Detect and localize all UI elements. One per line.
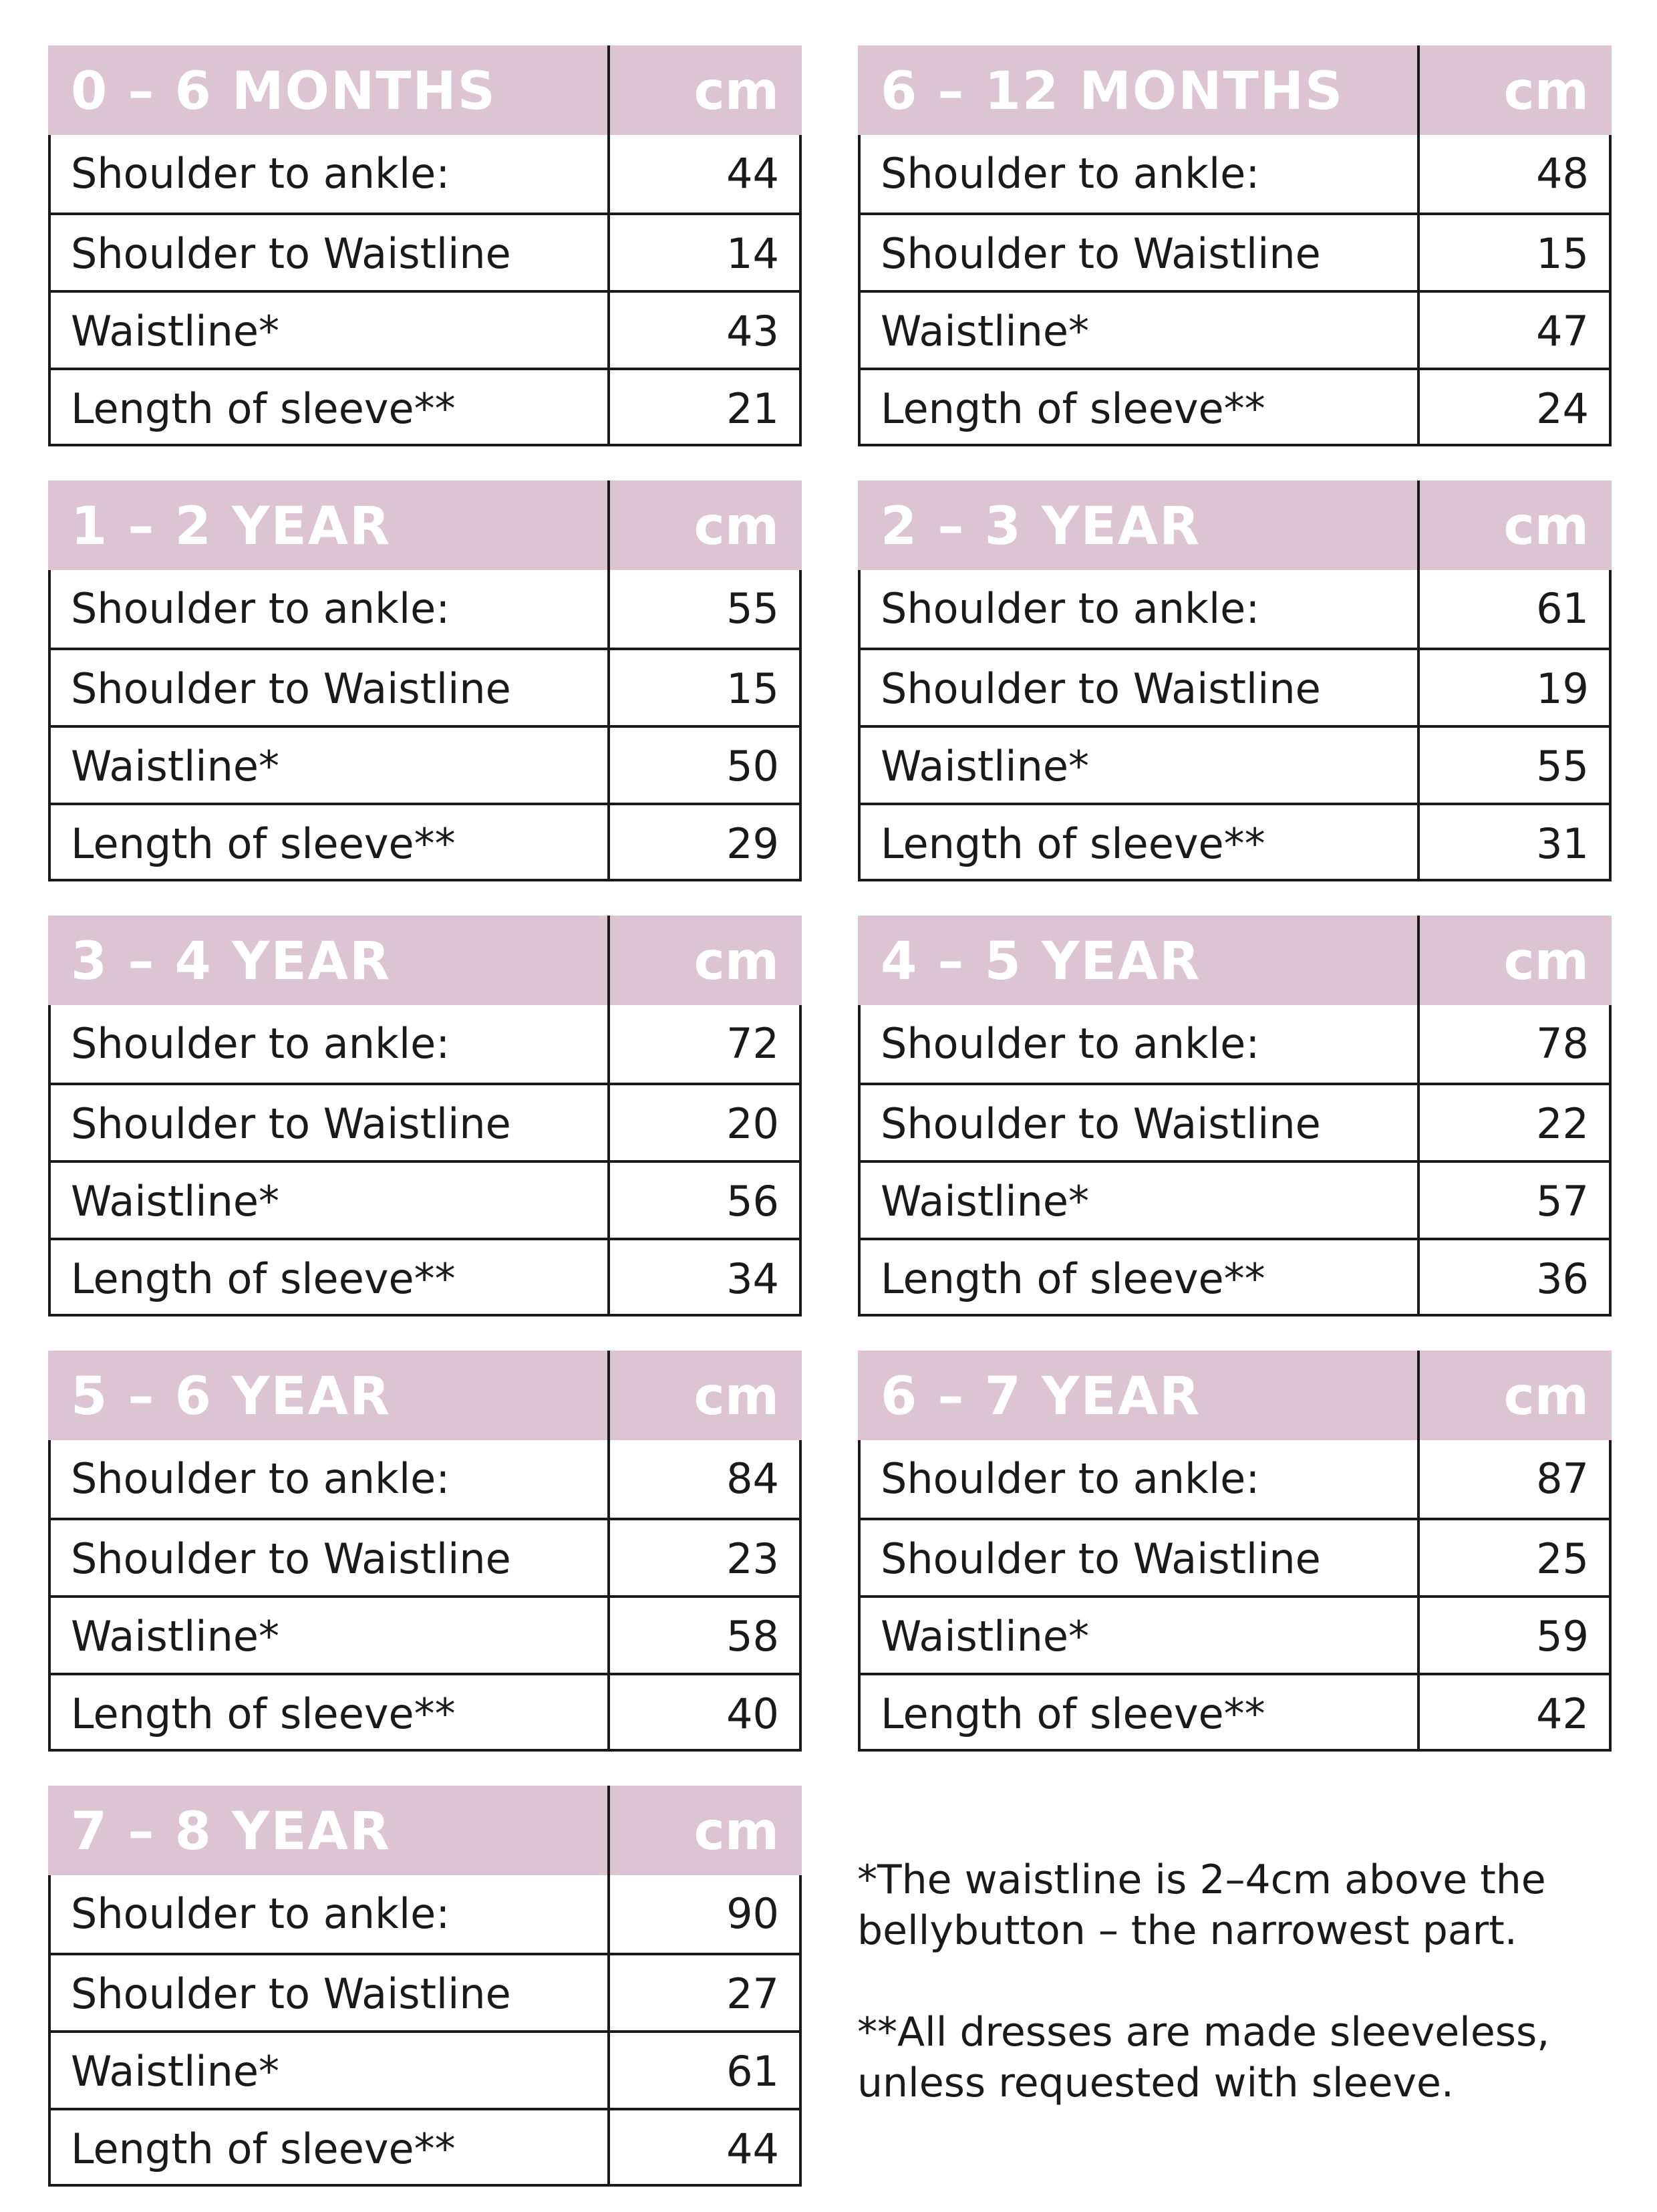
unit-label: cm [694,497,779,557]
row-label: Shoulder to ankle: [881,1454,1260,1503]
header-divider [1417,916,1420,1005]
table-row [51,1440,799,1518]
size-table-5-6-year [48,1351,802,1752]
table-body [858,1440,1612,1752]
table-header [858,480,1612,570]
row-value: 22 [1536,1099,1589,1148]
row-value: 84 [726,1454,779,1503]
row-label: Shoulder to Waistline [71,229,511,278]
row-label: Length of sleeve** [71,1254,456,1303]
row-label: Shoulder to Waistline [71,1534,511,1583]
table-row [861,648,1609,725]
table-title: 2 – 3 YEAR [881,497,1201,557]
table-header [48,480,802,570]
row-value: 57 [1536,1177,1589,1226]
header-divider [607,1351,610,1440]
row-label: Shoulder to Waistline [881,664,1321,713]
table-row [51,803,799,880]
table-row [861,135,1609,213]
row-value: 55 [726,584,779,633]
row-label: Length of sleeve** [71,384,456,433]
table-row [51,648,799,725]
table-row [51,1595,799,1673]
row-label: Waistline* [71,2047,280,2096]
sleeve-footnote: **All dresses are made sleeveless, unless requested with sleeve. [857,2009,1550,2106]
table-header [48,1786,802,1875]
table-body [858,135,1612,446]
table-body [48,1875,802,2187]
unit-label: cm [694,932,779,992]
row-label: Waistline* [71,742,280,791]
table-header [48,45,802,135]
table-row [51,1160,799,1238]
table-body [48,135,802,446]
row-value: 27 [726,1969,779,2018]
header-divider [607,45,610,135]
table-body [858,1005,1612,1317]
row-value: 42 [1536,1689,1589,1738]
row-value: 43 [726,307,779,356]
table-row [861,570,1609,648]
table-body [48,1005,802,1317]
table-row [51,213,799,290]
row-value: 34 [726,1254,779,1303]
row-value: 56 [726,1177,779,1226]
table-row [51,725,799,803]
table-row [51,1673,799,1750]
unit-label: cm [1503,497,1589,557]
footnotes [857,1854,1626,2159]
header-divider [1417,480,1420,570]
row-label: Shoulder to ankle: [881,584,1260,633]
size-table-6-7-year [858,1351,1612,1752]
header-divider [607,480,610,570]
table-header [48,1351,802,1440]
row-label: Shoulder to Waistline [881,1534,1321,1583]
unit-label: cm [694,61,779,122]
row-label: Waistline* [881,742,1090,791]
table-title: 3 – 4 YEAR [71,932,392,992]
row-label: Waistline* [881,1612,1090,1661]
table-row [861,1083,1609,1160]
table-row [861,213,1609,290]
row-label: Waistline* [881,307,1090,356]
row-value: 55 [1536,742,1589,791]
unit-label: cm [1503,61,1589,122]
row-label: Shoulder to Waistline [71,1099,511,1148]
table-title: 6 – 7 YEAR [881,1367,1201,1427]
row-value: 48 [1536,149,1589,198]
row-value: 90 [726,1889,779,1938]
row-label: Shoulder to ankle: [881,1019,1260,1068]
unit-label: cm [694,1367,779,1427]
row-label: Shoulder to ankle: [881,149,1260,198]
table-row [51,1875,799,1953]
row-value: 44 [726,149,779,198]
row-value: 15 [726,664,779,713]
row-label: Length of sleeve** [71,1689,456,1738]
table-row [51,2030,799,2108]
table-title: 5 – 6 YEAR [71,1367,392,1427]
header-divider [1417,1351,1420,1440]
row-value: 25 [1536,1534,1589,1583]
table-header [858,1351,1612,1440]
row-value: 31 [1536,819,1589,868]
table-row [51,570,799,648]
row-label: Waistline* [71,1177,280,1226]
table-row [861,290,1609,368]
row-label: Shoulder to Waistline [881,1099,1321,1148]
unit-label: cm [694,1802,779,1862]
unit-label: cm [1503,932,1589,992]
table-row [861,725,1609,803]
row-value: 58 [726,1612,779,1661]
table-header [858,916,1612,1005]
table-row [51,2108,799,2185]
table-title: 0 – 6 MONTHS [71,61,496,122]
table-title: 4 – 5 YEAR [881,932,1201,992]
row-label: Shoulder to ankle: [71,584,450,633]
size-table-2-3-year [858,480,1612,881]
size-table-7-8-year [48,1786,802,2187]
row-value: 50 [726,742,779,791]
size-table-0-6-months [48,45,802,446]
row-value: 20 [726,1099,779,1148]
table-body [48,1440,802,1752]
table-row [51,135,799,213]
table-row [51,1953,799,2030]
table-body [858,570,1612,881]
header-divider [1417,45,1420,135]
size-table-1-2-year [48,480,802,881]
row-value: 21 [726,384,779,433]
table-row [861,1238,1609,1315]
row-label: Shoulder to ankle: [71,1019,450,1068]
table-row [861,1160,1609,1238]
header-divider [607,916,610,1005]
row-value: 36 [1536,1254,1589,1303]
row-value: 23 [726,1534,779,1583]
row-value: 72 [726,1019,779,1068]
table-title: 7 – 8 YEAR [71,1802,392,1862]
row-label: Waistline* [71,1612,280,1661]
table-row [861,1595,1609,1673]
table-row [51,1518,799,1595]
row-label: Shoulder to ankle: [71,1454,450,1503]
row-label: Length of sleeve** [881,384,1265,433]
table-body [48,570,802,881]
row-label: Length of sleeve** [881,1254,1265,1303]
table-row [861,368,1609,445]
row-label: Length of sleeve** [881,1689,1265,1738]
row-label: Shoulder to Waistline [881,229,1321,278]
row-label: Length of sleeve** [71,819,456,868]
row-value: 24 [1536,384,1589,433]
table-row [861,803,1609,880]
row-label: Shoulder to Waistline [71,664,511,713]
table-row [861,1440,1609,1518]
size-table-4-5-year [858,916,1612,1317]
table-row [51,1005,799,1083]
row-value: 61 [726,2047,779,2096]
waistline-footnote: *The waistline is 2–4cm above the bellybutton – the narrowest part. [857,1856,1546,1954]
row-label: Shoulder to Waistline [71,1969,511,2018]
table-row [51,290,799,368]
row-value: 87 [1536,1454,1589,1503]
row-value: 78 [1536,1019,1589,1068]
row-value: 44 [726,2124,779,2173]
row-label: Length of sleeve** [71,2124,456,2173]
header-divider [607,1786,610,1875]
table-header [858,45,1612,135]
row-label: Waistline* [71,307,280,356]
row-value: 19 [1536,664,1589,713]
table-row [51,1083,799,1160]
row-value: 40 [726,1689,779,1738]
table-row [861,1005,1609,1083]
unit-label: cm [1503,1367,1589,1427]
row-label: Waistline* [881,1177,1090,1226]
row-label: Length of sleeve** [881,819,1265,868]
table-row [51,368,799,445]
table-row [861,1518,1609,1595]
row-value: 61 [1536,584,1589,633]
row-label: Shoulder to ankle: [71,149,450,198]
size-table-6-12-months [858,45,1612,446]
row-value: 59 [1536,1612,1589,1661]
table-row [861,1673,1609,1750]
row-value: 15 [1536,229,1589,278]
table-title: 1 – 2 YEAR [71,497,392,557]
table-header [48,916,802,1005]
row-value: 29 [726,819,779,868]
row-value: 47 [1536,307,1589,356]
table-title: 6 – 12 MONTHS [881,61,1344,122]
row-label: Shoulder to ankle: [71,1889,450,1938]
size-table-3-4-year [48,916,802,1317]
table-row [51,1238,799,1315]
row-value: 14 [726,229,779,278]
